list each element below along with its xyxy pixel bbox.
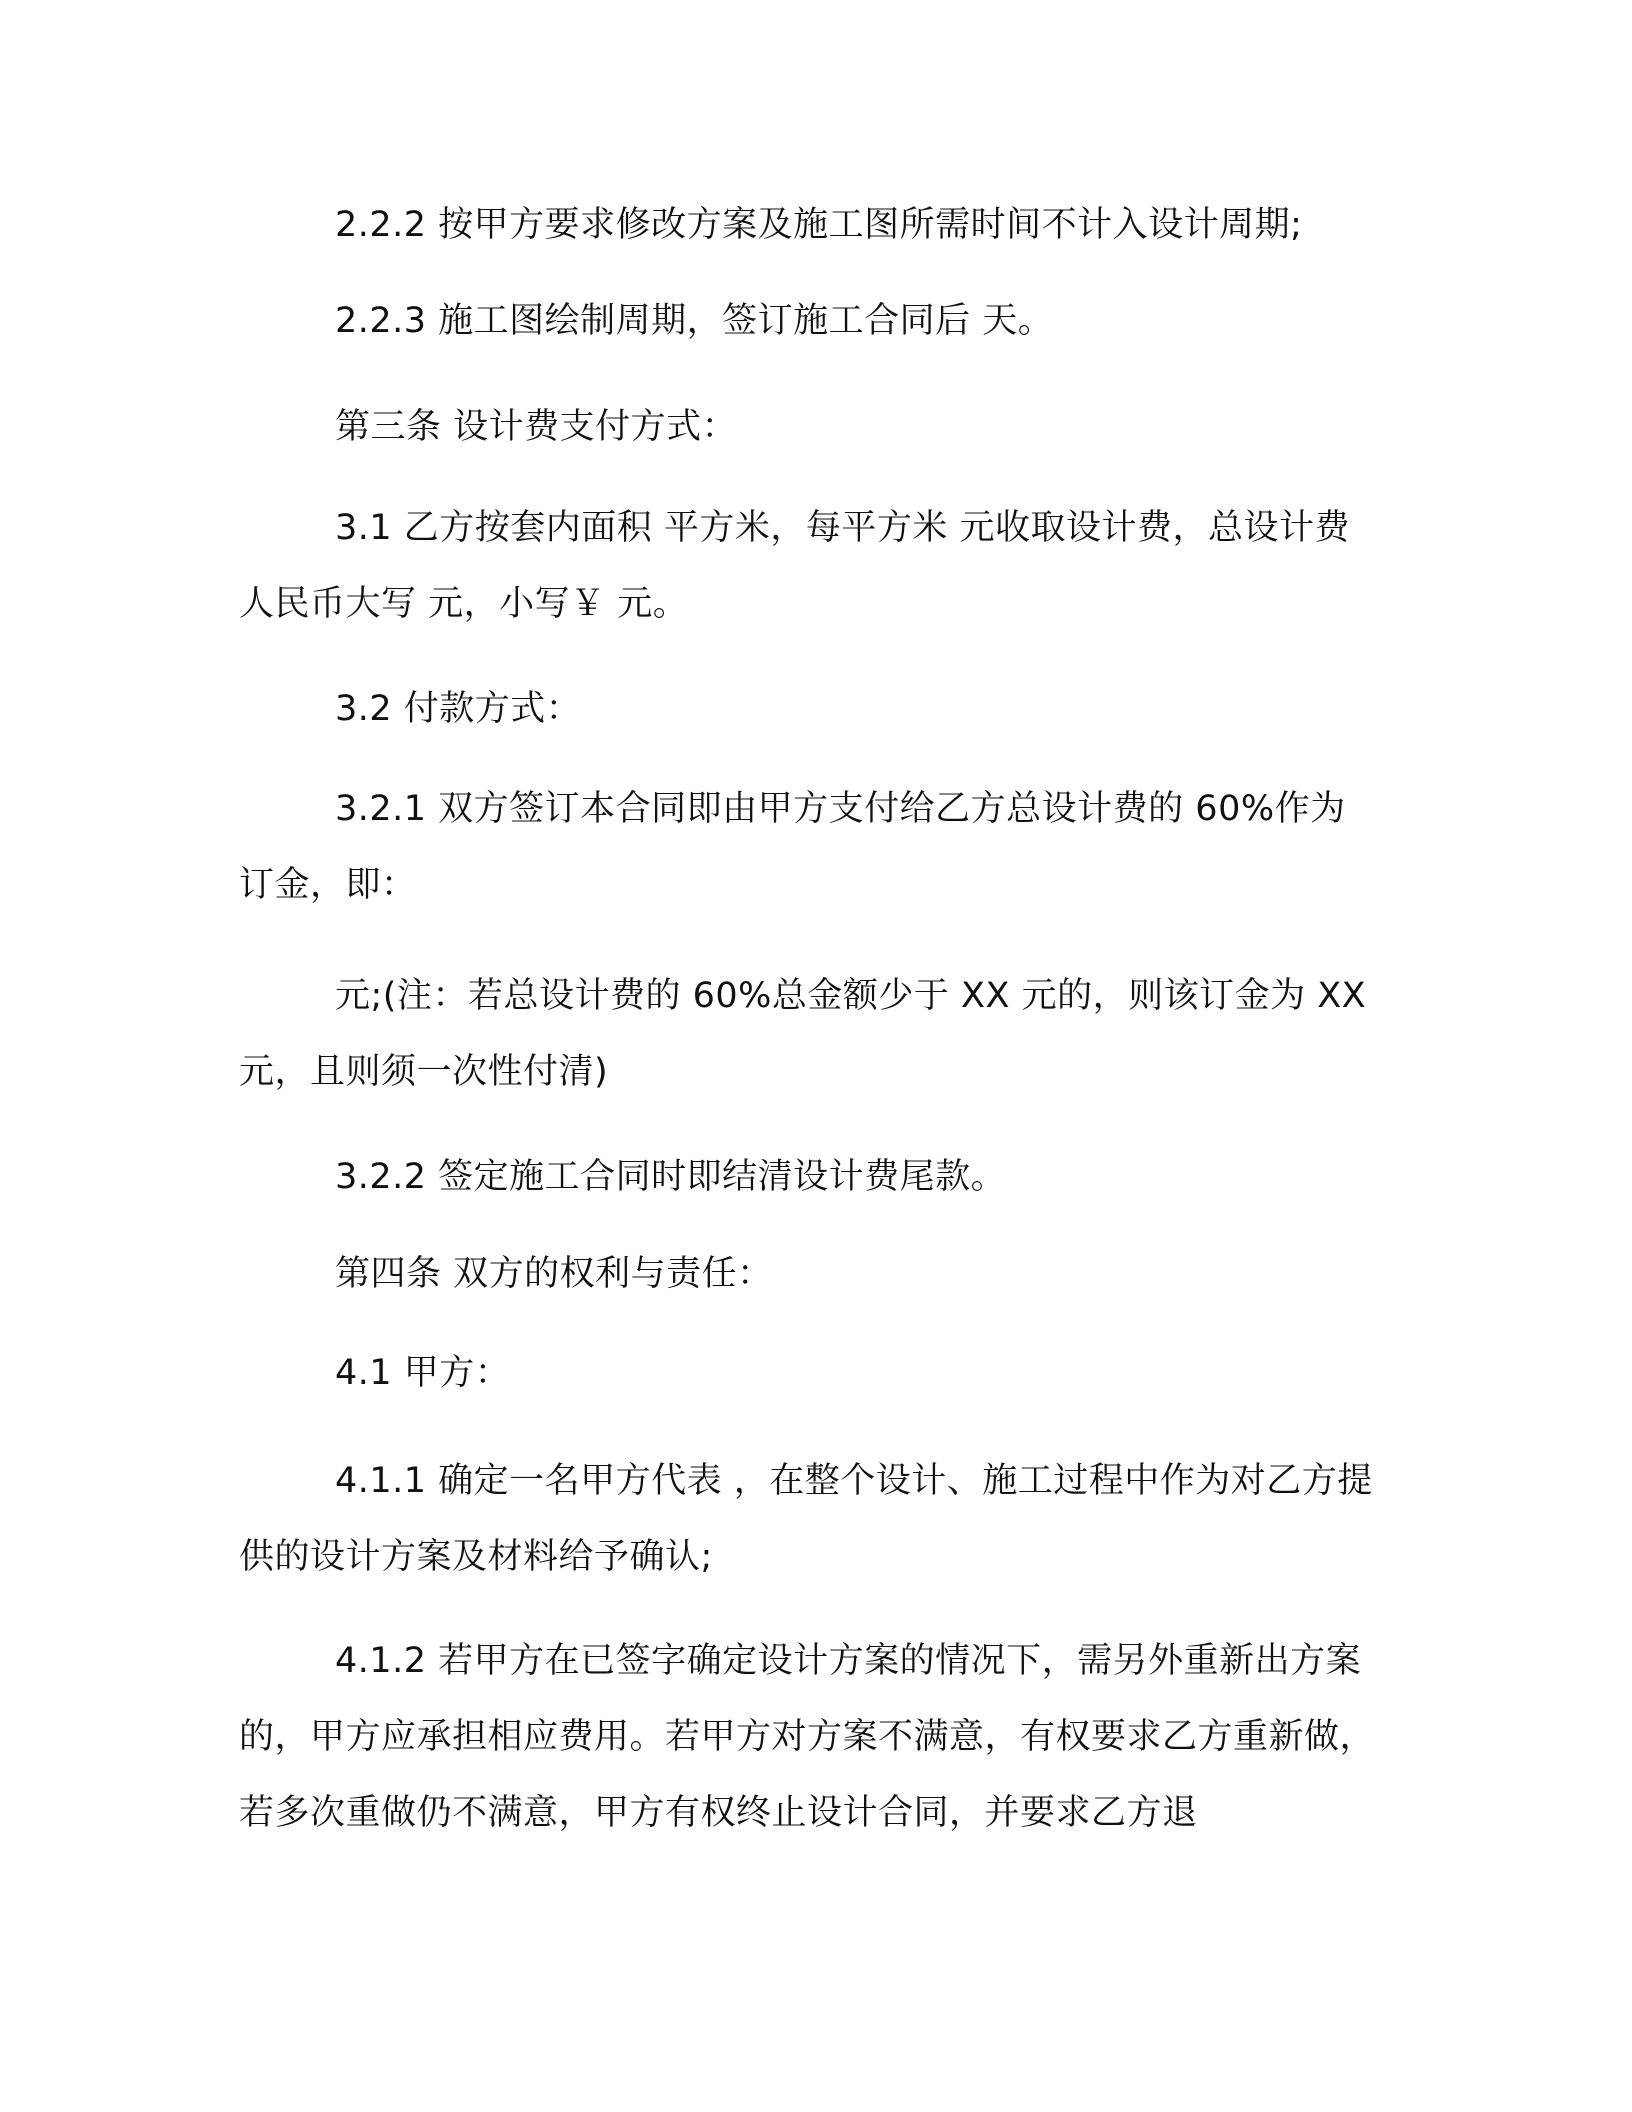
- article-4-heading: 第四条 双方的权利与责任：: [335, 1254, 773, 1294]
- clause-3-2-1: 3.2.1 双方签订本合同即由甲方支付给乙方总设计费的 60%作为订金，即：: [239, 789, 1346, 905]
- clause-3-2: 3.2 付款方式：: [335, 689, 582, 729]
- clause-2-2-3: 2.2.3 施工图绘制周期，签订施工合同后 天。: [335, 301, 1054, 341]
- clause-4-1: 4.1 甲方：: [335, 1353, 511, 1393]
- clause-4-1-1: 4.1.1 确定一名甲方代表 ，在整个设计、施工过程中作为对乙方提供的设计方案及材料给予确认;: [239, 1461, 1373, 1577]
- clause-2-2-2: 2.2.2 按甲方要求修改方案及施工图所需时间不计入设计周期;: [335, 205, 1303, 245]
- clause-3-2-1-note: 元;(注：若总设计费的 60%总金额少于 XX 元的，则该订金为 XX 元，且则须一次性付清): [239, 976, 1367, 1092]
- clause-3-1: 3.1 乙方按套内面积 平方米，每平方米 元收取设计费，总设计费人民币大写 元，小写￥ 元。: [239, 508, 1351, 624]
- clause-4-1-2: 4.1.2 若甲方在已签字确定设计方案的情况下，需另外重新出方案的，甲方应承担相应费用。若甲方对方案不满意，有权要求乙方重新做，若多次重做仍不满意，甲方有权终止设计合同，并要求乙方退: [239, 1641, 1376, 1833]
- clause-3-2-2: 3.2.2 签定施工合同时即结清设计费尾款。: [335, 1157, 1007, 1197]
- article-3-heading: 第三条 设计费支付方式：: [335, 407, 738, 447]
